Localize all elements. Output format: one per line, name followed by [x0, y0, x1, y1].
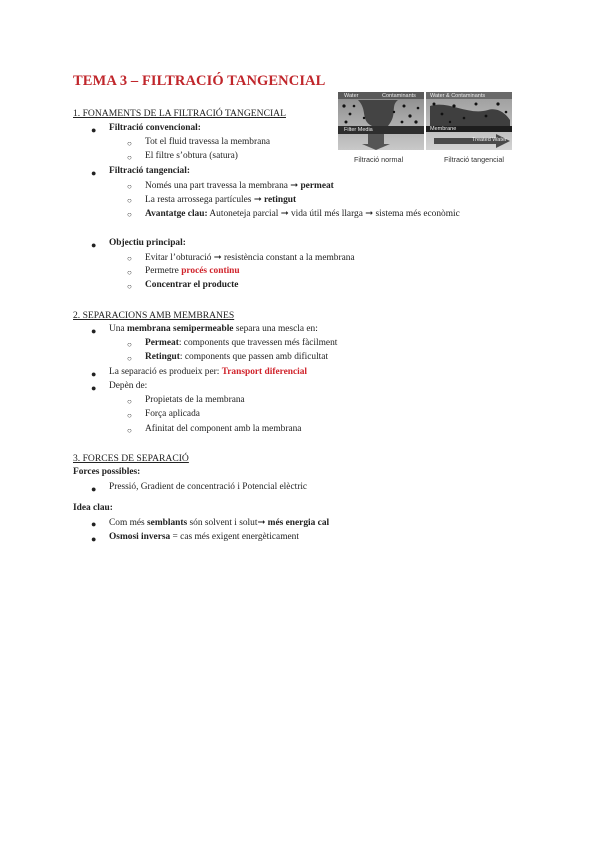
- sub-bullet: ○: [127, 282, 132, 291]
- sub-bullet: ○: [127, 182, 132, 191]
- objective-label: Objectiu principal:: [109, 238, 186, 248]
- section-3-heading: 3. FORCES DE SEPARACIÓ: [73, 453, 189, 464]
- bullet: ●: [91, 125, 97, 135]
- conv-item-1: Tot el fluid travessa la membrana: [145, 137, 271, 147]
- sub-bullet: ○: [127, 426, 132, 435]
- objective-item-1: Evitar l’obturació ➞ resistència constant a la membrana: [145, 253, 355, 263]
- tang-item-3: Avantatge clau: Autoneteja parcial ➞ vida útil més llarga ➞ sistema més econòmic: [145, 209, 460, 219]
- tang-item-2: La resta arrossega partícules ➞ retingut: [145, 195, 297, 205]
- caption-normal: Filtració normal: [354, 155, 404, 164]
- forces-label: Forces possibles:: [73, 467, 141, 477]
- sub-bullet: ○: [127, 196, 132, 205]
- s2-sub-3: Afinitat del component amb la membrana: [145, 424, 302, 434]
- sub-bullet: ○: [127, 411, 132, 420]
- bullet: ●: [91, 484, 97, 494]
- sub-bullet: ○: [127, 354, 132, 363]
- section-1-heading: 1. FONAMENTS DE LA FILTRACIÓ TANGENCIAL: [73, 108, 286, 119]
- fig-label-treated-water: Treated Water: [472, 137, 507, 143]
- sub-bullet: ○: [127, 139, 132, 148]
- sub-bullet: ○: [127, 254, 132, 263]
- forces-item-1: Pressió, Gradient de concentració i Potencial elèctric: [109, 482, 308, 492]
- sub-bullet: ○: [127, 153, 132, 162]
- arrow-icon: ➞: [280, 209, 289, 219]
- sub-bullet: ○: [127, 397, 132, 406]
- conv-item-2: El filtre s’obtura (satura): [145, 151, 238, 161]
- conv-label: Filtració convencional:: [109, 123, 201, 133]
- s2-sub-2: Força aplicada: [145, 409, 200, 419]
- bullet: ●: [91, 383, 97, 393]
- bullet: ●: [91, 240, 97, 250]
- arrow-icon: ➞: [365, 209, 374, 219]
- idea-item-2: Osmosi inversa = cas més exigent energèticament: [109, 532, 299, 542]
- section-2-heading: 2. SEPARACIONS AMB MEMBRANES: [73, 310, 235, 321]
- tang-label: Filtració tangencial:: [109, 166, 190, 176]
- sub-bullet: ○: [127, 268, 132, 277]
- tang-item-1: Només una part travessa la membrana ➞ permeat: [145, 181, 334, 191]
- s2-item-3: Depèn de:: [109, 381, 148, 391]
- page-title: TEMA 3 – FILTRACIÓ TANGENCIAL: [73, 73, 326, 89]
- fig-label-water-contaminants: Water & Contaminants: [430, 93, 486, 99]
- fig-label-contaminants: Contaminants: [382, 93, 416, 99]
- objective-item-2: Permetre procés continu: [145, 266, 240, 276]
- sub-bullet: ○: [127, 340, 132, 349]
- bullet: ●: [91, 534, 97, 544]
- bullet: ●: [91, 369, 97, 379]
- s2-sub-permeat: Permeat: components que travessen més fàcilment: [145, 338, 338, 348]
- bullet: ●: [91, 168, 97, 178]
- sub-bullet: ○: [127, 210, 132, 219]
- caption-tangential: Filtració tangencial: [444, 155, 504, 164]
- s2-sub-1: Propietats de la membrana: [145, 395, 245, 405]
- fig-label-water: Water: [344, 93, 359, 99]
- idea-label: Idea clau:: [73, 503, 113, 513]
- arrow-icon: ➞: [213, 253, 222, 263]
- filtration-diagram-image: [338, 92, 512, 152]
- bullet: ●: [91, 326, 97, 336]
- objective-item-3: Concentrar el producte: [145, 280, 239, 290]
- s2-sub-retingut: Retingut: components que passen amb dificultat: [145, 352, 329, 362]
- filtration-diagram: [338, 92, 512, 152]
- arrow-icon: ➞: [257, 518, 266, 528]
- idea-item-1: Com més semblants són solvent i solut➞ més energia cal: [109, 518, 330, 528]
- arrow-icon: ➞: [253, 195, 262, 205]
- s2-item-2: La separació es produeix per: Transport diferencial: [109, 367, 308, 377]
- bullet: ●: [91, 519, 97, 529]
- arrow-icon: ➞: [290, 181, 299, 191]
- fig-label-filter-media: Filter Media: [344, 127, 373, 133]
- s2-item-1: Una membrana semipermeable separa una mescla en:: [109, 324, 318, 334]
- fig-label-membrane: Membrane: [430, 126, 457, 132]
